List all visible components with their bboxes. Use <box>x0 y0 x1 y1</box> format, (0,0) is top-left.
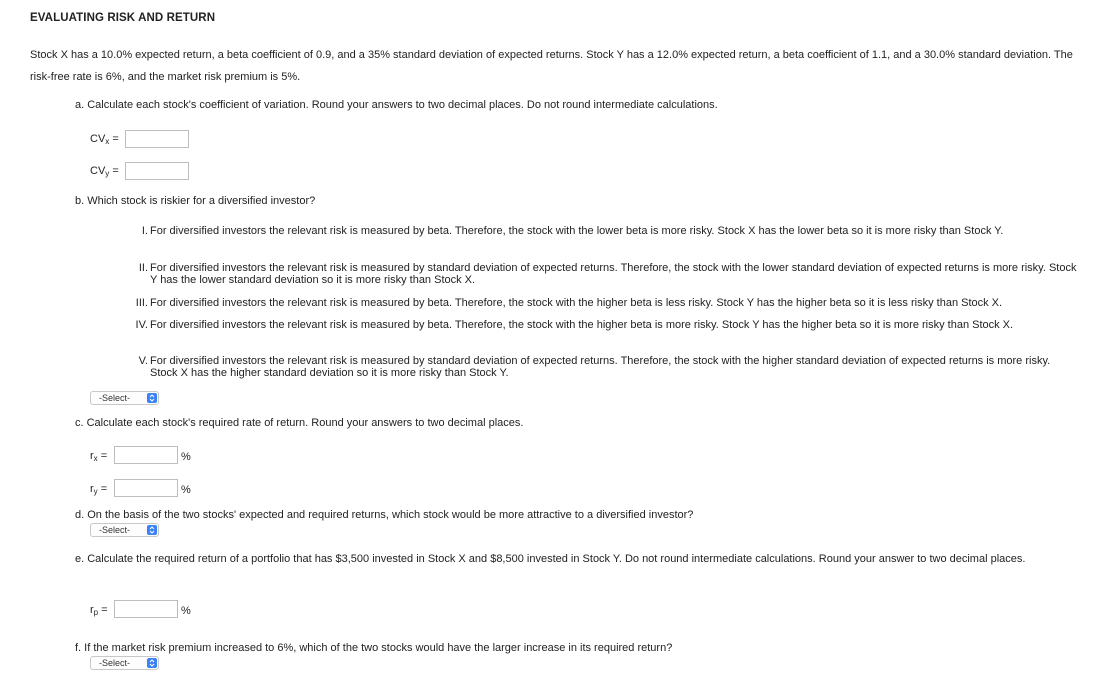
cvx-label: $CV_x$ = <box>90 133 119 146</box>
select-label: -Select- <box>99 393 131 403</box>
ry-label: $r_y$ = <box>90 483 108 496</box>
question-d: d. On the basis of the two stocks' expected and required returns, which stock would be more attractive to a diversified investor? <box>75 509 694 521</box>
rx-label: $r_x$ = <box>90 450 108 463</box>
question-b: b. Which stock is riskier for a diversified investor? <box>75 195 316 207</box>
rx-input[interactable] <box>114 446 178 464</box>
select-b[interactable] <box>90 391 159 405</box>
select-label: -Select- <box>99 525 131 535</box>
option-number: V. <box>138 355 148 367</box>
option-text: For diversified investors the relevant risk is measured by beta. Therefore, the stock with the higher beta is less risky. Stock Y has the higher beta so it is less risky than Stock X. <box>150 297 1003 309</box>
cvy-label: $CV_y$ = <box>90 165 119 178</box>
select-f[interactable] <box>90 656 159 670</box>
cvy-input[interactable] <box>125 162 189 180</box>
chevron-updown-icon <box>147 525 157 535</box>
question-c: c. Calculate each stock's required rate of return. Round your answers to two decimal places. <box>75 417 524 429</box>
option-number: III. <box>135 297 148 309</box>
rx-unit: % <box>181 451 191 463</box>
rp-label: $r_p$ = <box>90 604 108 617</box>
chevron-updown-icon <box>147 658 157 668</box>
select-d[interactable] <box>90 523 159 537</box>
option-number: IV. <box>135 319 148 331</box>
chevron-updown-icon <box>147 393 157 403</box>
option-text: For diversified investors the relevant risk is measured by beta. Therefore, the stock with the lower beta is more risky. Stock X has the lower beta so it is more risky than Stock Y. <box>150 225 1004 237</box>
ry-input[interactable] <box>114 479 178 497</box>
question-e: e. Calculate the required return of a portfolio that has $3,500 invested in Stock X and $8,500 invested in Stock Y. Do not round intermediate calculations. Round your answer to two decimal places. <box>75 553 1026 565</box>
option-number: II. <box>138 262 148 274</box>
option-text: For diversified investors the relevant risk is measured by standard deviation of expected returns. Therefore, the stock with the lower standard deviation of expected returns is more risky. Stock Y has the lower standard deviation so it is more risky than Stock X. <box>150 262 1077 286</box>
page-title: EVALUATING RISK AND RETURN <box>30 12 216 24</box>
option-text: For diversified investors the relevant risk is measured by beta. Therefore, the stock with the higher beta is more risky. Stock Y has the higher beta so it is more risky than Stock X. <box>150 319 1014 331</box>
question-a: a. Calculate each stock's coefficient of variation. Round your answers to two decimal places. Do not round intermediate calculations. <box>75 99 718 111</box>
ry-unit: % <box>181 484 191 496</box>
question-f: f. If the market risk premium increased to 6%, which of the two stocks would have the larger increase in its required return? <box>75 642 673 654</box>
select-label: -Select- <box>99 658 131 668</box>
cvx-input[interactable] <box>125 130 189 148</box>
rp-input[interactable] <box>114 600 178 618</box>
rp-unit: % <box>181 605 191 617</box>
option-number: I. <box>141 225 148 237</box>
option-text: For diversified investors the relevant risk is measured by standard deviation of expected returns. Therefore, the stock with the higher standard deviation of expected returns is more risky. Stock X has the higher standard deviation so it is more risky than Stock Y. <box>150 355 1051 379</box>
problem-intro: Stock X has a 10.0% expected return, a beta coefficient of 0.9, and a 35% standard deviation of expected returns. Stock Y has a 12.0% expected return, a beta coefficient of 1.1, and a 30.0% standard deviation. The risk-free rate is 6%, and the market risk premium is 5%. <box>30 49 1073 83</box>
